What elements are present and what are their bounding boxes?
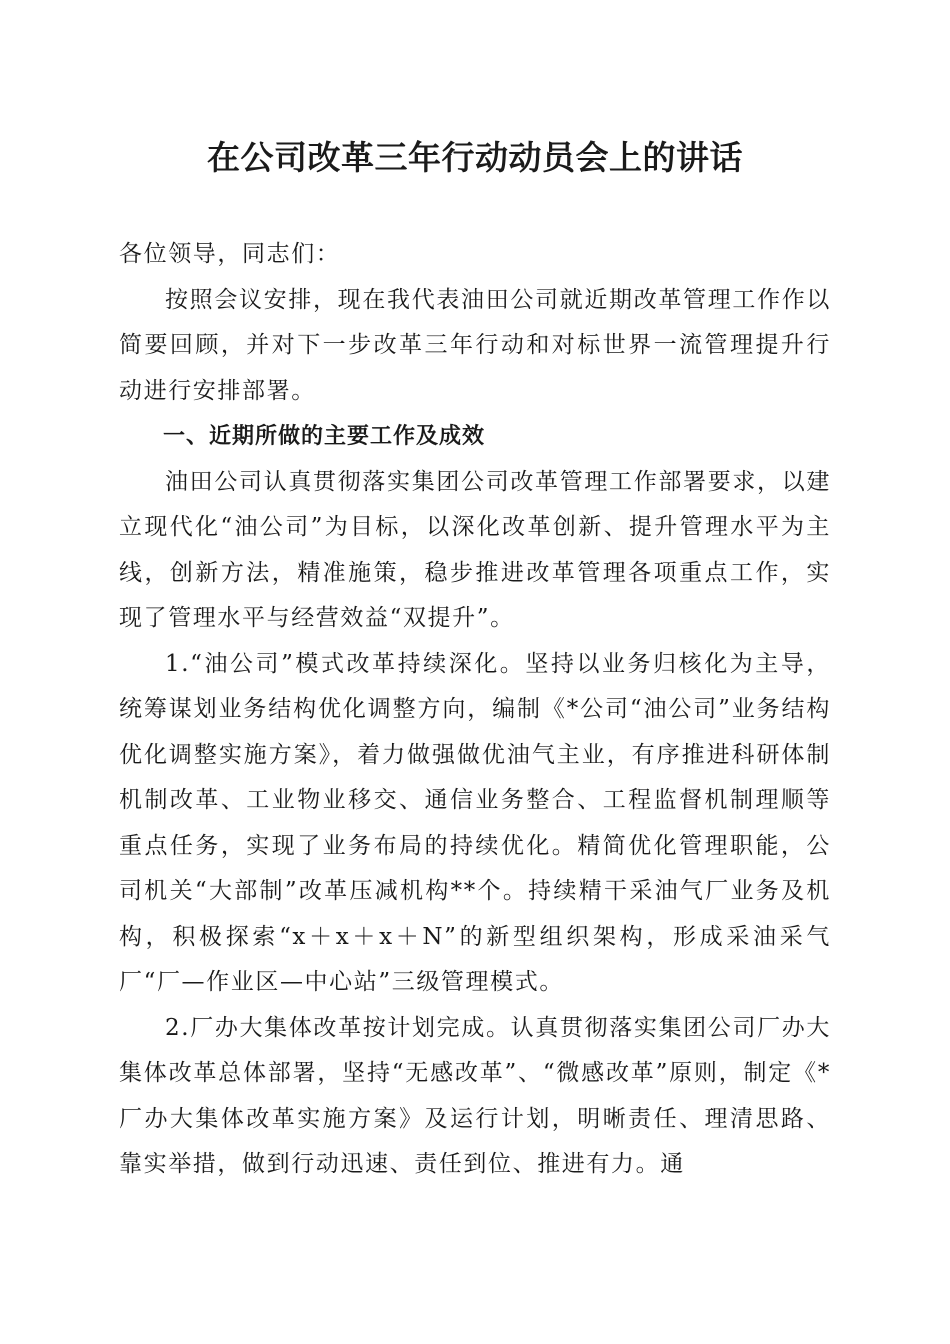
document-body — [119, 232, 831, 1188]
paragraph-summary: 油田公司认真贯彻落实集团公司改革管理工作部署要求，以建立现代化“油公司”为目标，以深化改革创新、提升管理水平为主线，创新方法，精准施策，稳步推进改革管理各项重点工作，实现了管理水平与经营效益“双提升”。 — [119, 468, 831, 631]
salutation: 各位领导，同志们： — [119, 241, 341, 267]
paragraph-item-2: 2.厂办大集体改革按计划完成。认真贯彻落实集团公司厂办大集体改革总体部署，坚持“无感改革”、“微感改革”原则，制定《*厂办大集体改革实施方案》及运行计划，明晰责任、理清思路、靠实举措，做到行动迅速、责任到位、推进有力。通 — [119, 1014, 831, 1177]
document-title: 在公司改革三年行动动员会上的讲话 — [207, 138, 743, 177]
section-heading: 一、近期所做的主要工作及成效 — [163, 424, 486, 449]
paragraph-item-1: 1.“油公司”模式改革持续深化。坚持以业务归核化为主导，统筹谋划业务结构优化调整方向，编制《*公司“油公司”业务结构优化调整实施方案》，着力做强做优油气主业，有序推进科研体制机制改革、工业物业移交、通信业务整合、工程监督机制理顺等重点任务，实现了业务布局的持续优化。精简优化管理职能，公司机关“大部制”改革压减机构**个。持续精干采油气厂业务及机构，积极探索“x＋x＋x＋N”的新型组织架构，形成采油采气厂“厂—作业区—中心站”三级管理模式。 — [119, 650, 831, 995]
paragraph-intro: 按照会议安排，现在我代表油田公司就近期改革管理工作作以简要回顾，并对下一步改革三年行动和对标世界一流管理提升行动进行安排部署。 — [119, 286, 831, 404]
